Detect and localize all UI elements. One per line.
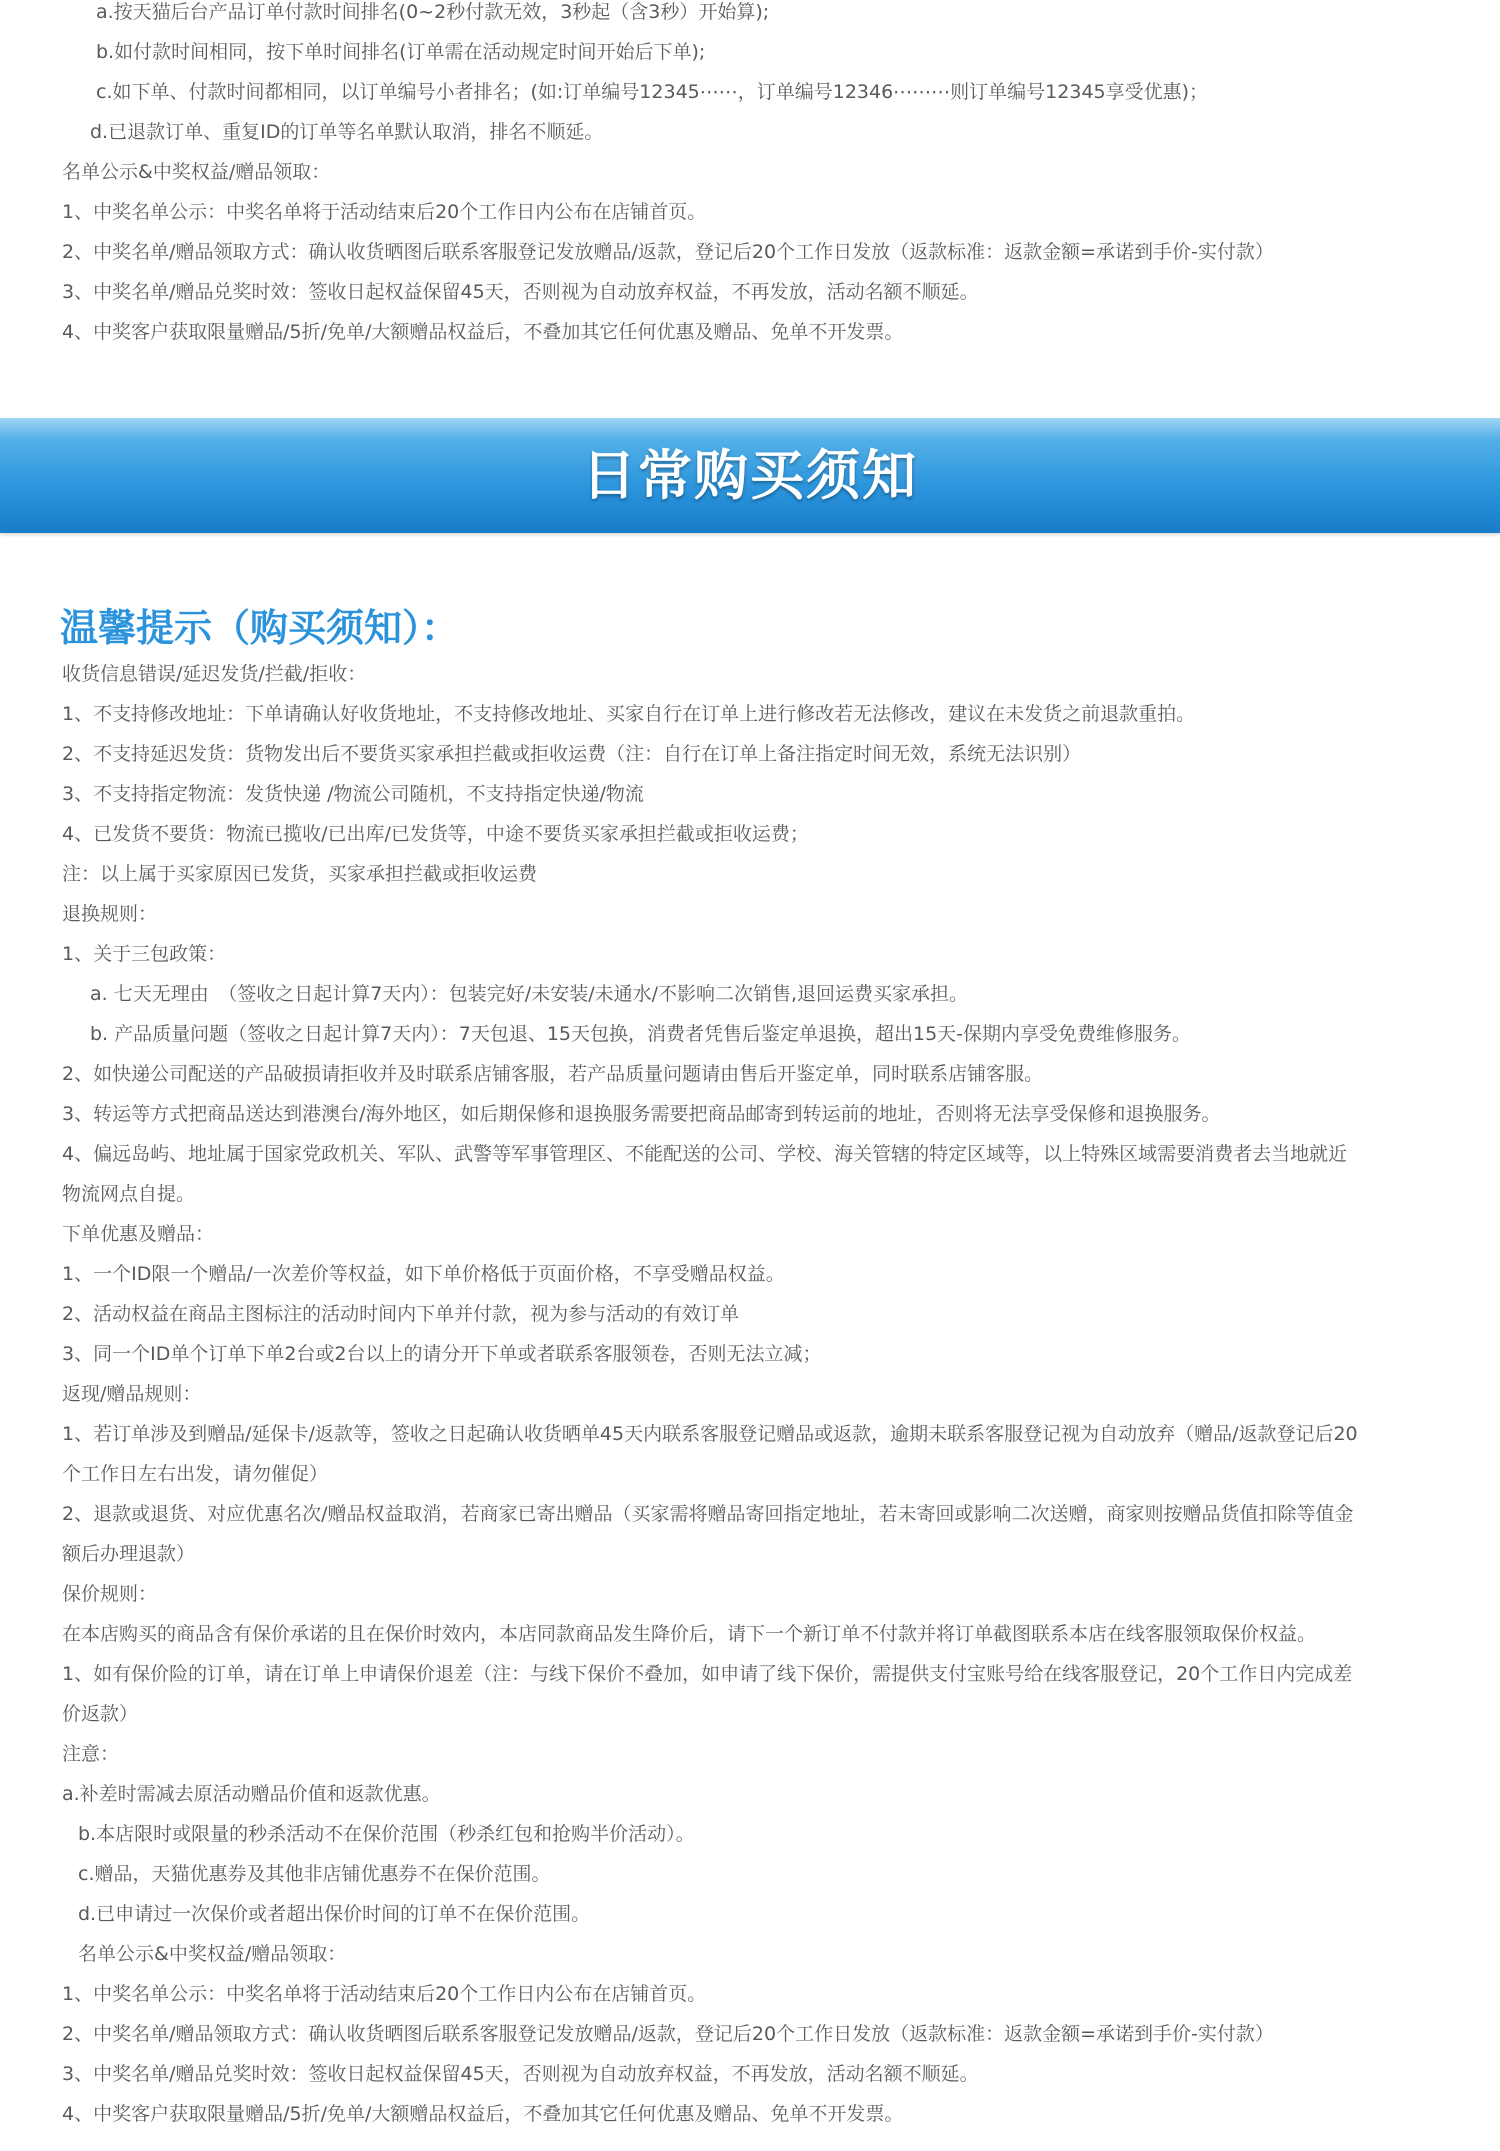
tips-line: 3、同一个ID单个订单下单2台或2台以上的请分开下单或者联系客服领卷，否则无法立减； bbox=[62, 1343, 822, 1365]
tips-line: 1、不支持修改地址：下单请确认好收货地址，不支持修改地址、买家自行在订单上进行修改若无法修改，建议在未发货之前退款重拍。 bbox=[62, 703, 1196, 725]
tips-line: 2、退款或退货、对应优惠名次/赠品权益取消，若商家已寄出赠品（买家需将赠品寄回指定地址，若未寄回或影响二次送赠，商家则按赠品货值扣除等值金 bbox=[62, 1503, 1354, 1525]
top-rule-line: 1、中奖名单公示：中奖名单将于活动结束后20个工作日内公布在店铺首页。 bbox=[62, 201, 707, 223]
tips-line: 2、活动权益在商品主图标注的活动时间内下单并付款，视为参与活动的有效订单 bbox=[62, 1303, 740, 1325]
tips-subheading: 收货信息错误/延迟发货/拦截/拒收： bbox=[62, 663, 367, 685]
tips-line: 3、中奖名单/赠品兑奖时效：签收日起权益保留45天，否则视为自动放弃权益，不再发放，活动名额不顺延。 bbox=[62, 2063, 979, 2085]
top-rule-line: 4、中奖客户获取限量赠品/5折/免单/大额赠品权益后，不叠加其它任何优惠及赠品、免单不开发票。 bbox=[62, 321, 904, 343]
top-rule-line: c.如下单、付款时间都相同，以订单编号小者排名；(如:订单编号12345⋯⋯，订单编号12346⋯⋯⋯则订单编号12345享受优惠)； bbox=[96, 81, 1209, 103]
tips-line: 个工作日左右出发，请勿催促） bbox=[62, 1463, 329, 1485]
tips-line: 3、转运等方式把商品送达到港澳台/海外地区，如后期保修和退换服务需要把商品邮寄到转运前的地址，否则将无法享受保修和退换服务。 bbox=[62, 1103, 1221, 1125]
tips-line: 1、一个ID限一个赠品/一次差价等权益，如下单价格低于页面价格，不享受赠品权益。 bbox=[62, 1263, 785, 1285]
tips-line: 4、已发货不要货：物流已揽收/已出库/已发货等，中途不要货买家承担拦截或拒收运费； bbox=[62, 823, 809, 845]
tips-line: c.赠品，天猫优惠券及其他非店铺优惠券不在保价范围。 bbox=[78, 1863, 551, 1885]
tips-line: 在本店购买的商品含有保价承诺的且在保价时效内，本店同款商品发生降价后，请下一个新订单不付款并将订单截图联系本店在线客服领取保价权益。 bbox=[62, 1623, 1317, 1645]
tips-line: 1、如有保价险的订单，请在订单上申请保价退差（注：与线下保价不叠加，如申请了线下保价，需提供支付宝账号给在线客服登记，20个工作日内完成差 bbox=[62, 1663, 1353, 1685]
tips-line: 1、关于三包政策： bbox=[62, 943, 227, 965]
tips-line: 名单公示&中奖权益/赠品领取： bbox=[78, 1943, 347, 1965]
top-rule-heading: 名单公示&中奖权益/赠品领取： bbox=[62, 161, 331, 183]
tips-subheading: 返现/赠品规则： bbox=[62, 1383, 202, 1405]
top-rule-line: a.按天猫后台产品订单付款时间排名(0~2秒付款无效，3秒起（含3秒）开始算); bbox=[96, 1, 770, 23]
tips-line: 2、不支持延迟发货：货物发出后不要货买家承担拦截或拒收运费（注：自行在订单上备注指定时间无效，系统无法识别） bbox=[62, 743, 1082, 765]
tips-line: 4、偏远岛屿、地址属于国家党政机关、军队、武警等军事管理区、不能配送的公司、学校、海关管辖的特定区域等，以上特殊区域需要消费者去当地就近 bbox=[62, 1143, 1348, 1165]
top-rule-line: d.已退款订单、重复ID的订单等名单默认取消，排名不顺延。 bbox=[90, 121, 604, 143]
tips-subheading: 1、中奖名单公示：中奖名单将于活动结束后20个工作日内公布在店铺首页。 bbox=[62, 1983, 707, 2005]
tips-line: 2、如快递公司配送的产品破损请拒收并及时联系店铺客服，若产品质量问题请由售后开鉴定单，同时联系店铺客服。 bbox=[62, 1063, 1044, 1085]
section-banner bbox=[0, 418, 1500, 533]
tips-note: 注：以上属于买家原因已发货，买家承担拦截或拒收运费 bbox=[62, 863, 538, 885]
tips-line: 3、不支持指定物流：发货快递 /物流公司随机，不支持指定快递/物流 bbox=[62, 783, 644, 805]
tips-line: 4、中奖客户获取限量赠品/5折/免单/大额赠品权益后，不叠加其它任何优惠及赠品、免单不开发票。 bbox=[62, 2103, 904, 2125]
tips-line: 2、中奖名单/赠品领取方式：确认收货晒图后联系客服登记发放赠品/返款，登记后20个工作日发放（返款标准：返款金额=承诺到手价-实付款） bbox=[62, 2023, 1274, 2045]
top-rule-line: 2、中奖名单/赠品领取方式：确认收货晒图后联系客服登记发放赠品/返款，登记后20个工作日发放（返款标准：返款金额=承诺到手价-实付款） bbox=[62, 241, 1274, 263]
tips-heading: 温馨提示（购买须知）： bbox=[60, 606, 460, 650]
tips-subheading: a.补差时需减去原活动赠品价值和返款优惠。 bbox=[62, 1783, 441, 1805]
tips-line: 1、若订单涉及到赠品/延保卡/返款等，签收之日起确认收货晒单45天内联系客服登记赠品或返款，逾期未联系客服登记视为自动放弃（赠品/返款登记后20 bbox=[62, 1423, 1358, 1445]
tips-subheading: 下单优惠及赠品： bbox=[62, 1223, 215, 1245]
tips-line: d.已申请过一次保价或者超出保价时间的订单不在保价范围。 bbox=[78, 1903, 591, 1925]
tips-subheading: 退换规则： bbox=[62, 903, 158, 925]
tips-line: 注意： bbox=[62, 1743, 120, 1765]
tips-line: 额后办理退款） bbox=[62, 1543, 196, 1565]
tips-line: b. 产品质量问题（签收之日起计算7天内）：7天包退、15天包换，消费者凭售后鉴定单退换，超出15天-保期内享受免费维修服务。 bbox=[90, 1023, 1192, 1045]
tips-line: 价返款） bbox=[62, 1703, 139, 1725]
top-rule-line: b.如付款时间相同，按下单时间排名(订单需在活动规定时间开始后下单); bbox=[96, 41, 706, 63]
tips-subheading: 保价规则： bbox=[62, 1583, 158, 1605]
tips-line: a. 七天无理由 （签收之日起计算7天内）：包装完好/未安装/未通水/不影响二次销售,退回运费买家承担。 bbox=[90, 983, 969, 1005]
tips-line: b.本店限时或限量的秒杀活动不在保价范围（秒杀红包和抢购半价活动）。 bbox=[78, 1823, 695, 1845]
banner-title: 日常购买须知 bbox=[582, 444, 918, 507]
tips-line: 物流网点自提。 bbox=[62, 1183, 196, 1205]
top-rule-line: 3、中奖名单/赠品兑奖时效：签收日起权益保留45天，否则视为自动放弃权益，不再发放，活动名额不顺延。 bbox=[62, 281, 979, 303]
